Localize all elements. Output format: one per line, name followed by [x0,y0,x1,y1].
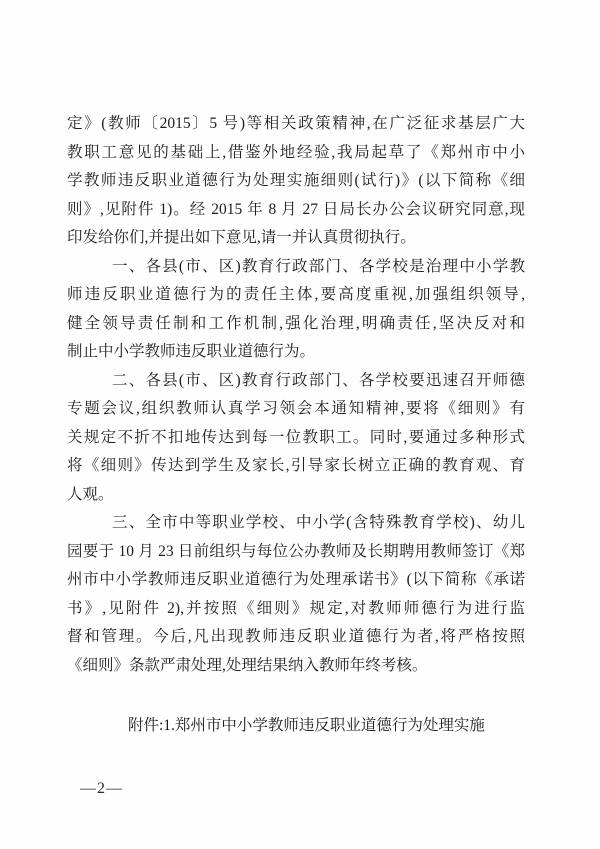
text-line: 二、各县(市、区)教育行政部门、各学校要迅速召开师德 [112,371,525,389]
attachment-line: 附件:1.郑州市中小学教师违反职业道德行为处理实施 [128,717,485,734]
text-line: 制止中小学教师违反职业道德行为。 [67,343,316,360]
text-line: 三、全市中等职业学校、中小学(含特殊教育学校)、幼儿 [112,514,525,531]
text-line: 健全领导责任制和工作机制,强化治理,明确责任,坚决反对和 [67,314,525,332]
text-line: 人观。 [67,485,114,503]
text-line: 督和管理。今后,凡出现教师违反职业道德行为者,将严格按照 [67,628,525,645]
text-line: 学教师违反职业道德行为处理实施细则(试行)》(以下简称《细 [67,172,525,189]
text-line: 书》,见附件 2),并按照《细则》规定,对教师师德行为进行监 [67,599,525,617]
document-body [67,110,525,741]
text-line: 则》,见附件 1)。经 2015 年 8 月 27 日局长办公会议研究同意,现 [67,200,525,218]
text-line: 一、各县(市、区)教育行政部门、各学校是治理中小学教 [112,257,525,275]
page-number: —2— [80,780,123,797]
text-line: 教职工意见的基础上,借鉴外地经验,我局起草了《郑州市中小 [67,143,525,161]
text-line: 园要于 10 月 23 日前组织与每位公办教师及长期聘用教师签订《郑 [67,542,525,560]
text-line: 专题会议,组织教师认真学习领会本通知精神,要将《细则》有 [67,400,525,417]
text-line: 州市中小学教师违反职业道德行为处理承诺书》(以下简称《承诺 [67,571,525,588]
attachment-section [67,712,525,741]
paragraph-item-1 [67,253,525,367]
paragraph-intro-continuation [67,110,525,253]
text-line: 关规定不折不扣地传达到每一位教职工。同时,要通过多种形式 [67,428,525,446]
text-line: 将《细则》传达到学生及家长,引导家长树立正确的教育观、育 [67,457,525,474]
text-line: 《细则》条款严肃处理,处理结果纳入教师年终考核。 [67,656,428,674]
paragraph-item-2 [67,367,525,510]
text-line: 师违反职业道德行为的责任主体,要高度重视,加强组织领导, [67,286,525,303]
text-line: 印发给你们,并提出如下意见,请一并认真贯彻执行。 [67,229,416,246]
text-line: 定》(教师〔2015〕5 号)等相关政策精神,在广泛征求基层广大 [67,115,525,132]
paragraph-item-3 [67,509,525,680]
